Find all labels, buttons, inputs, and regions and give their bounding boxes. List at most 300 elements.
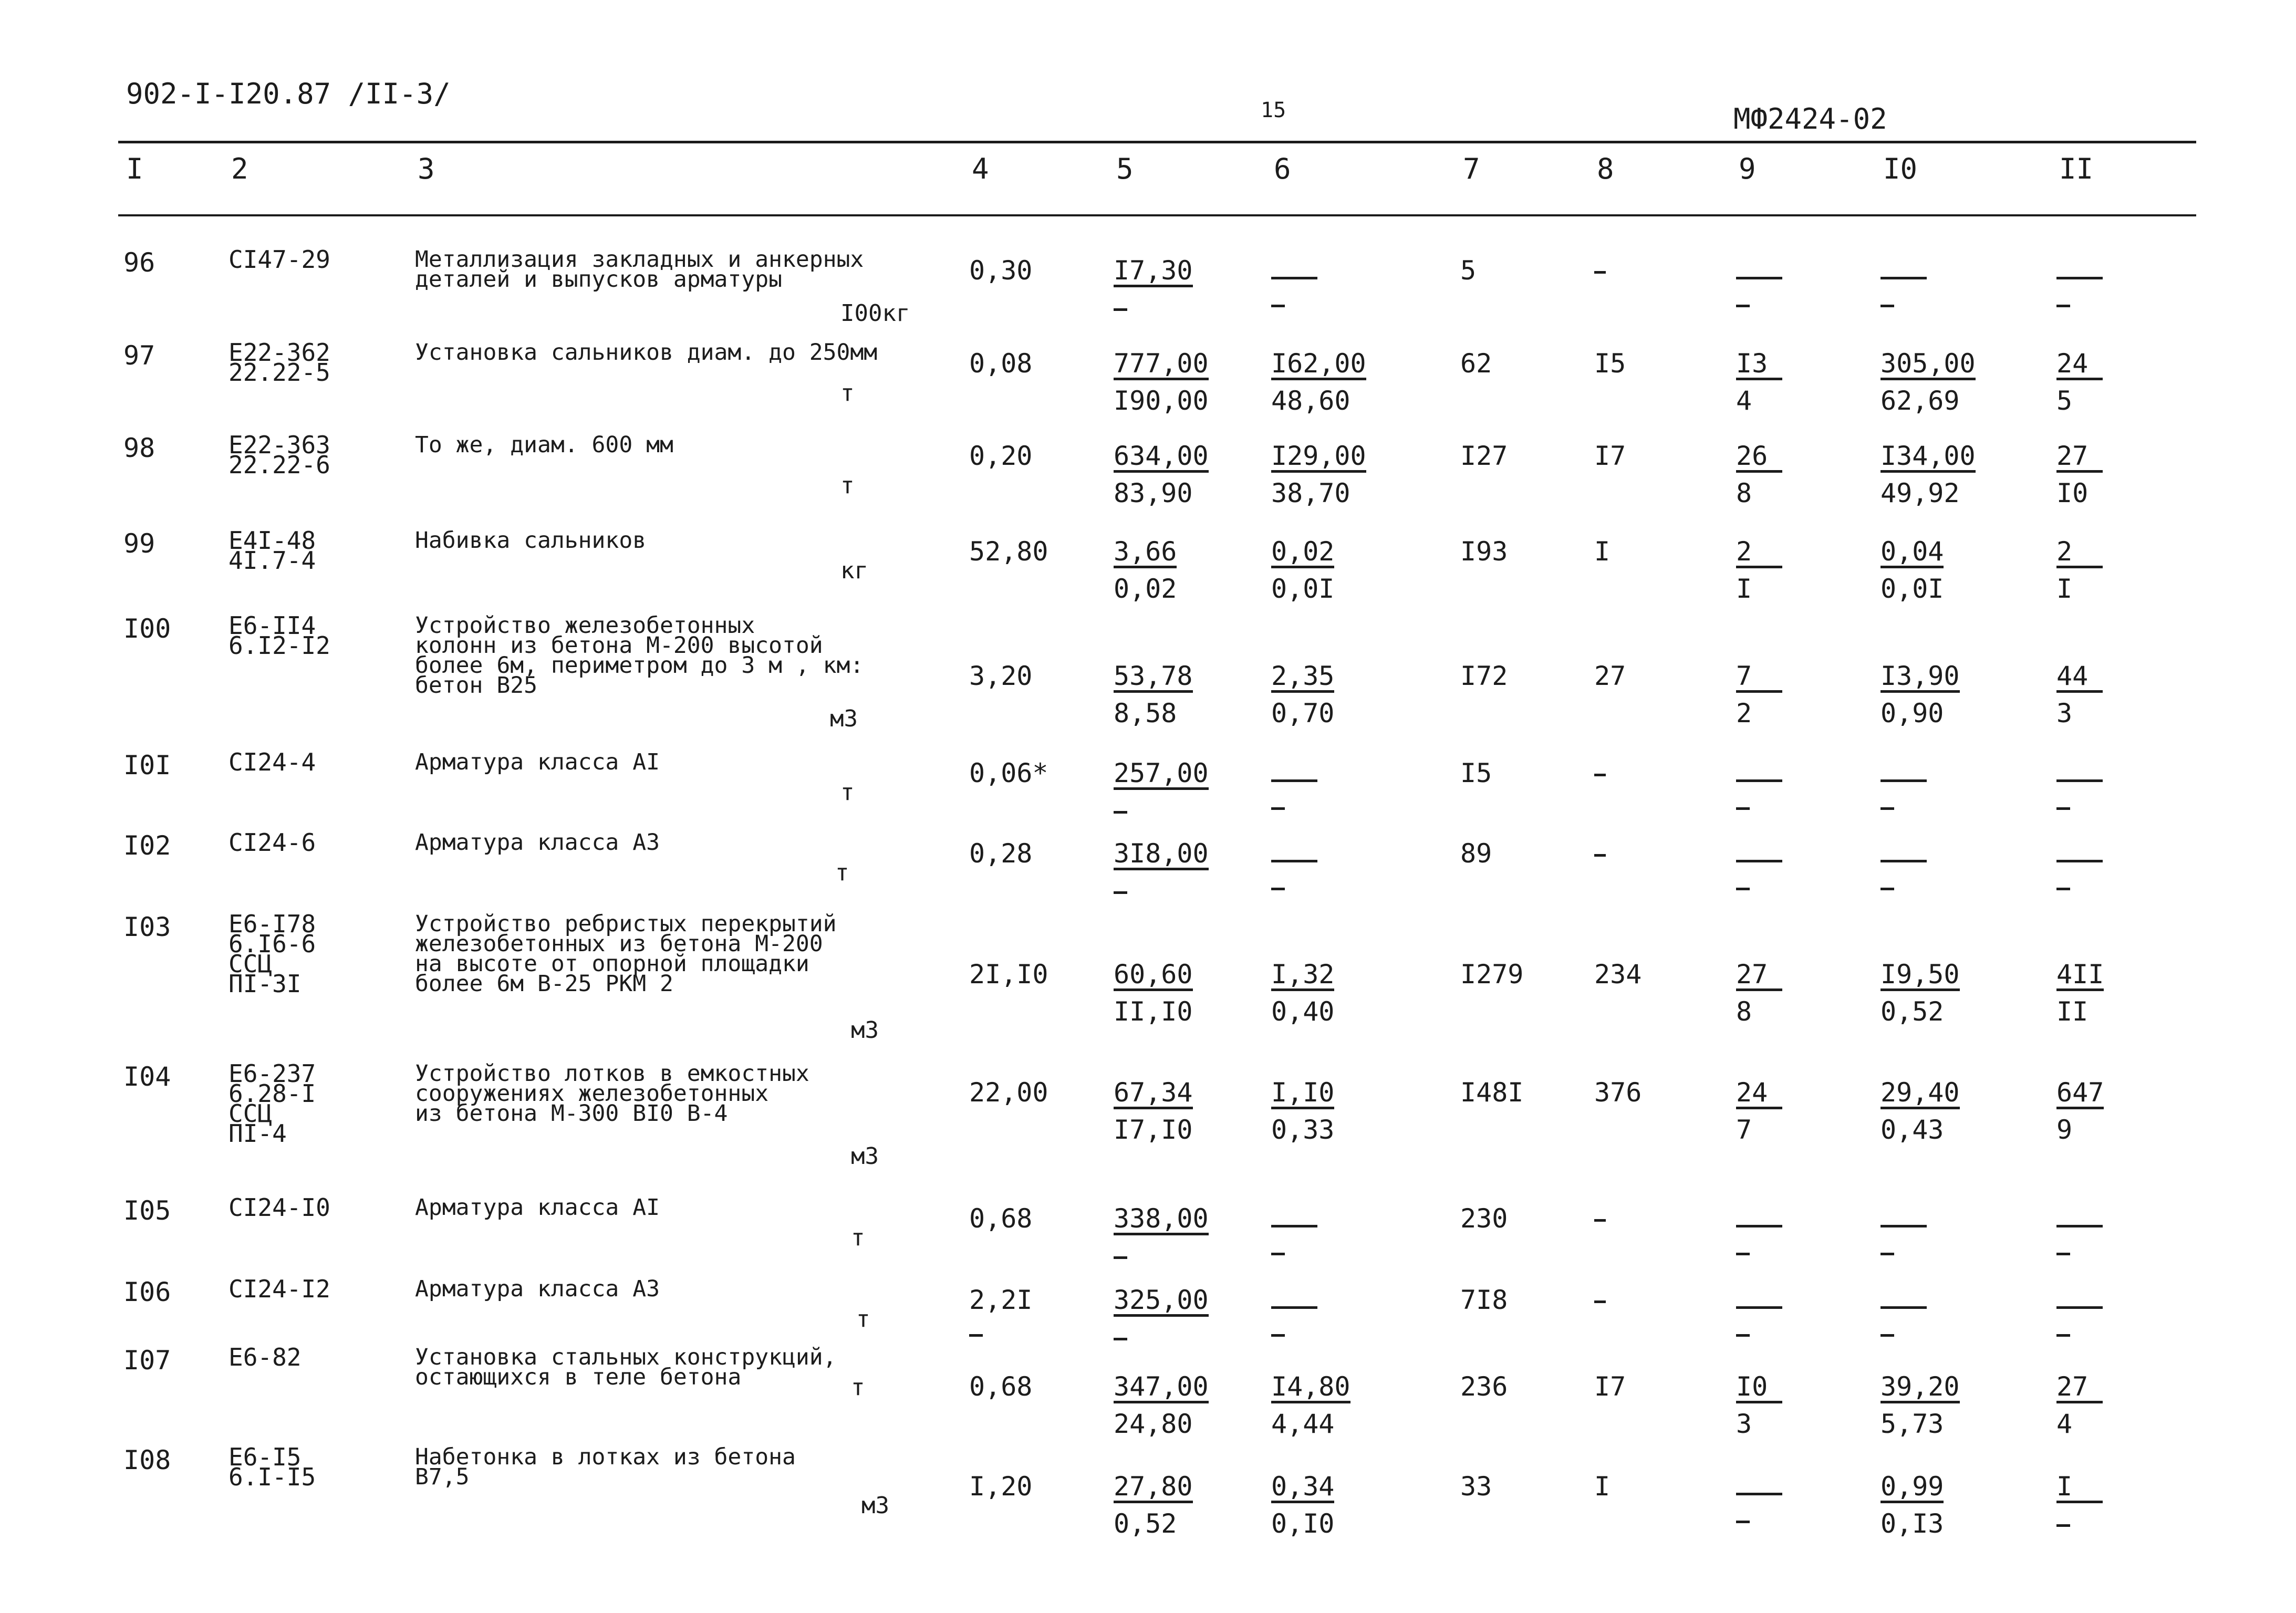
total-machine (1736, 1373, 1782, 1437)
labor-cost-denominator (1881, 1239, 1927, 1265)
labor-total-numerator: I (2056, 1473, 2103, 1503)
total-cost: 89 (1460, 838, 1492, 869)
sheet-code: МФ2424-02 (1733, 102, 1887, 136)
quantity: 0,28 (969, 838, 1033, 869)
unit-cost (1114, 257, 1193, 321)
total-machine-numerator (1736, 1305, 1782, 1309)
operation-cost: I (1594, 1471, 1611, 1502)
resource-code: CI24-I0 (228, 1193, 330, 1222)
row-number: I00 (123, 613, 171, 644)
operation-cost: 234 (1594, 959, 1642, 990)
column-header-7: 7 (1463, 152, 1480, 185)
row-number: I06 (123, 1277, 171, 1307)
operation-cost (1594, 1287, 1606, 1313)
unit-of-measure: т (840, 380, 855, 407)
labor-cost-numerator (1881, 778, 1927, 782)
total-machine (1736, 350, 1782, 414)
machine-cost (1271, 1373, 1350, 1437)
machine-cost-denominator (1271, 1320, 1317, 1347)
unit-of-measure: м3 (830, 705, 858, 732)
labor-total (2056, 1373, 2103, 1437)
labor-total (2056, 1205, 2103, 1265)
unit-cost (1114, 350, 1209, 414)
labor-total-numerator: 24 (2056, 350, 2103, 380)
labor-total-numerator (2056, 859, 2103, 862)
operation-cost (1594, 1205, 1606, 1232)
unit-cost (1114, 1373, 1209, 1437)
total-machine (1736, 661, 1782, 729)
labor-total (2056, 257, 2103, 317)
labor-total-denominator: I0 (2056, 478, 2089, 508)
labor-total-numerator: 27 (2056, 1373, 2103, 1403)
work-description: Устройство ребристых перекрытий железобетонных из бетона М-200 на высоте от опорной площадки более 6м В-25 РКМ 2 (415, 911, 837, 997)
total-machine-denominator (1736, 1320, 1782, 1347)
unit-cost (1114, 1205, 1209, 1269)
resource-code: CI47-29 (228, 245, 330, 274)
total-machine-denominator (1736, 874, 1782, 900)
total-machine-denominator (1736, 794, 1782, 820)
labor-total (2056, 1287, 2103, 1347)
unit-cost-denominator: 0,02 (1114, 574, 1177, 604)
total-machine (1736, 760, 1782, 820)
machine-cost-denominator: 48,60 (1271, 386, 1350, 416)
labor-total-denominator (2056, 874, 2103, 900)
labor-total-denominator: I (2056, 574, 2073, 604)
machine-cost-denominator (1271, 874, 1317, 900)
labor-total-numerator (2056, 1224, 2103, 1227)
labor-cost-numerator: I3,90 (1881, 663, 1960, 693)
labor-total-denominator (2056, 794, 2103, 820)
labor-total (2056, 443, 2103, 506)
labor-total-denominator (2056, 291, 2103, 317)
total-cost: I93 (1460, 536, 1508, 567)
labor-total-numerator: 2 (2056, 538, 2103, 568)
total-cost: I27 (1460, 441, 1508, 471)
labor-cost-numerator: 0,99 (1881, 1473, 1944, 1503)
work-description: Арматура класса АI (415, 1194, 660, 1221)
total-cost: I72 (1460, 661, 1508, 691)
unit-cost-denominator: 8,58 (1114, 698, 1177, 729)
operation-cost: I (1594, 536, 1611, 567)
labor-total-numerator: 4II (2056, 961, 2104, 991)
labor-cost-denominator: 49,92 (1881, 478, 1960, 508)
operation-cost: I7 (1594, 441, 1626, 471)
unit-cost (1114, 760, 1209, 824)
labor-cost-numerator (1881, 1305, 1927, 1309)
labor-cost-numerator (1881, 1224, 1927, 1227)
quantity: 0,30 (969, 255, 1033, 286)
labor-total-numerator (2056, 1305, 2103, 1309)
column-header-3: 3 (418, 152, 435, 185)
labor-cost-numerator: 39,20 (1881, 1373, 1960, 1403)
work-description: Арматура класса А3 (415, 1276, 660, 1302)
machine-cost (1271, 1287, 1317, 1347)
quantity: 0,68 (969, 1371, 1033, 1402)
labor-cost (1881, 1079, 1960, 1143)
unit-cost-denominator: II,I0 (1114, 996, 1193, 1027)
row-number: 96 (123, 247, 155, 278)
machine-cost-numerator: I62,00 (1271, 350, 1366, 380)
labor-cost-denominator: 62,69 (1881, 386, 1960, 416)
quantity: 2,2I (969, 1285, 1033, 1315)
labor-cost (1881, 443, 1976, 506)
machine-cost-denominator: 4,44 (1271, 1409, 1335, 1439)
unit-of-measure: м3 (851, 1143, 879, 1170)
total-machine (1736, 538, 1782, 602)
total-machine (1736, 840, 1782, 900)
total-machine-numerator (1736, 276, 1782, 279)
total-machine-numerator (1736, 1492, 1782, 1495)
operation-cost: 27 (1594, 661, 1626, 691)
labor-cost (1881, 760, 1927, 820)
work-description: Арматура класса А3 (415, 829, 660, 856)
labor-cost-denominator (1881, 1320, 1927, 1347)
unit-cost-numerator: 27,80 (1114, 1473, 1193, 1503)
row-number: 98 (123, 433, 155, 463)
operation-cost: I7 (1594, 1371, 1626, 1402)
unit-cost (1114, 840, 1209, 904)
row-number: I04 (123, 1062, 171, 1092)
column-header-5: 5 (1116, 152, 1134, 185)
labor-cost-denominator: 0,90 (1881, 698, 1944, 729)
total-machine-numerator (1736, 1224, 1782, 1227)
quantity-extra (969, 1320, 983, 1347)
machine-cost-denominator (1271, 291, 1317, 317)
labor-cost-numerator: I34,00 (1881, 443, 1976, 473)
labor-cost-denominator: 0,43 (1881, 1115, 1944, 1145)
resource-code: CI24-6 (228, 828, 316, 857)
labor-cost-numerator: 29,40 (1881, 1079, 1960, 1109)
labor-cost-denominator (1881, 794, 1927, 820)
machine-cost-numerator: I4,80 (1271, 1373, 1350, 1403)
labor-cost (1881, 840, 1927, 900)
total-machine (1736, 1287, 1782, 1347)
unit-cost-denominator (1114, 797, 1209, 824)
machine-cost-denominator (1271, 1239, 1317, 1265)
resource-code: Е4I-48 4I.7-4 (228, 526, 316, 575)
machine-cost-denominator: 0,33 (1271, 1115, 1335, 1145)
labor-total-numerator: 27 (2056, 443, 2103, 473)
total-cost: I279 (1460, 959, 1524, 990)
unit-of-measure: т (851, 1374, 865, 1401)
total-machine-denominator: 8 (1736, 996, 1752, 1027)
machine-cost (1271, 760, 1317, 820)
labor-total-denominator (2056, 1320, 2103, 1347)
total-machine-numerator (1736, 859, 1782, 862)
work-description: Металлизация закладных и анкерных деталей и выпусков арматуры (415, 246, 864, 293)
total-machine-denominator: 7 (1736, 1115, 1752, 1145)
unit-cost-numerator: 60,60 (1114, 961, 1193, 991)
column-header-9: 9 (1739, 152, 1756, 185)
machine-cost-numerator (1271, 276, 1317, 279)
labor-cost (1881, 661, 1960, 729)
labor-total (2056, 1473, 2103, 1537)
quantity: 0,08 (969, 348, 1033, 379)
resource-code: Е6-I78 6.I6-6 ССЦ ПI-3I (228, 910, 316, 998)
machine-cost (1271, 661, 1335, 729)
total-machine (1736, 257, 1782, 317)
resource-code: Е22-362 22.22-5 (228, 338, 330, 387)
total-machine-denominator (1736, 1239, 1782, 1265)
document-code: 902-I-I20.87 /II-3/ (126, 77, 451, 110)
labor-cost-denominator (1881, 874, 1927, 900)
machine-cost-numerator: I29,00 (1271, 443, 1366, 473)
unit-cost (1114, 538, 1177, 602)
total-machine-numerator: 27 (1736, 961, 1782, 991)
row-number: 99 (123, 528, 155, 559)
total-cost: I5 (1460, 758, 1492, 788)
total-cost: 62 (1460, 348, 1492, 379)
labor-cost (1881, 1473, 1944, 1537)
quantity: 22,00 (969, 1077, 1048, 1108)
unit-cost-denominator: I7,I0 (1114, 1115, 1193, 1145)
total-machine (1736, 443, 1782, 506)
machine-cost-numerator: 0,34 (1271, 1473, 1334, 1503)
quantity: 52,80 (969, 536, 1048, 567)
total-cost: I48I (1460, 1077, 1524, 1108)
labor-cost-denominator: 0,52 (1881, 996, 1944, 1027)
machine-cost-denominator (1271, 794, 1317, 820)
total-cost: 236 (1460, 1371, 1508, 1402)
resource-code: Е6-82 (228, 1343, 302, 1371)
unit-cost-denominator: 0,52 (1114, 1508, 1177, 1539)
unit-cost-numerator: 634,00 (1114, 443, 1209, 473)
machine-cost-denominator: 0,0I (1271, 574, 1335, 604)
machine-cost (1271, 840, 1317, 900)
unit-cost (1114, 443, 1209, 506)
machine-cost (1271, 257, 1317, 317)
labor-total (2056, 840, 2103, 900)
operation-cost (1594, 257, 1606, 284)
unit-of-measure: I00кг (840, 300, 910, 327)
column-header-6: 6 (1274, 152, 1291, 185)
work-description: Установка стальных конструкций, остающихся в теле бетона (415, 1344, 837, 1390)
machine-cost-numerator: I,I0 (1271, 1079, 1334, 1109)
labor-cost-numerator: 305,00 (1881, 350, 1976, 380)
labor-total (2056, 350, 2103, 414)
header-top-rule (118, 141, 2196, 143)
unit-cost-denominator (1114, 1243, 1209, 1269)
labor-cost-denominator: 5,73 (1881, 1409, 1944, 1439)
row-number: I07 (123, 1345, 171, 1376)
row-number: I02 (123, 830, 171, 861)
unit-cost-numerator: 338,00 (1114, 1205, 1209, 1235)
quantity: 0,20 (969, 441, 1033, 471)
machine-cost-numerator: I,32 (1271, 961, 1334, 991)
labor-cost-numerator (1881, 276, 1927, 279)
column-header-2: 2 (231, 152, 248, 185)
machine-cost (1271, 1079, 1334, 1143)
work-description: То же, диам. 600 мм (415, 432, 673, 458)
unit-of-measure: т (840, 472, 855, 499)
work-description: Арматура класса АI (415, 749, 660, 775)
labor-total-denominator: 5 (2056, 386, 2073, 416)
column-header-1: I (126, 152, 143, 185)
resource-code: Е6-I5 6.I-I5 (228, 1443, 316, 1491)
work-description: Набетонка в лотках из бетона В7,5 (415, 1444, 796, 1490)
unit-cost-denominator (1114, 295, 1193, 321)
quantity: 2I,I0 (969, 959, 1048, 990)
total-machine-denominator: 8 (1736, 478, 1752, 508)
labor-total (2056, 538, 2103, 602)
unit-of-measure: кг (840, 557, 868, 584)
labor-total-denominator: 3 (2056, 698, 2073, 729)
row-number: I0I (123, 750, 171, 781)
total-machine (1736, 1473, 1782, 1533)
column-header-4: 4 (972, 152, 989, 185)
unit-cost-numerator: 325,00 (1114, 1287, 1209, 1317)
total-machine (1736, 961, 1782, 1025)
machine-cost-denominator: 0,70 (1271, 698, 1335, 729)
labor-cost (1881, 350, 1976, 414)
labor-total (2056, 661, 2103, 729)
operation-cost (1594, 840, 1606, 867)
work-description: Устройство железобетонных колонн из бетона М-200 высотой более 6м, периметром до 3 м , км: бетон В25 (415, 612, 864, 699)
unit-of-measure: т (835, 859, 849, 886)
unit-cost-denominator (1114, 1324, 1209, 1350)
unit-cost-numerator: 3,66 (1114, 538, 1177, 568)
total-cost: 5 (1460, 255, 1477, 286)
row-number: I03 (123, 912, 171, 942)
unit-cost (1114, 1473, 1193, 1537)
machine-cost-numerator (1271, 859, 1317, 862)
labor-total (2056, 760, 2103, 820)
work-description: Установка сальников диам. до 250мм (415, 339, 878, 366)
unit-of-measure: м3 (861, 1492, 889, 1519)
unit-cost-numerator: 257,00 (1114, 760, 1209, 790)
machine-cost (1271, 538, 1334, 602)
machine-cost-numerator (1271, 778, 1317, 782)
unit-of-measure: т (856, 1306, 870, 1333)
unit-cost-numerator: 53,78 (1114, 663, 1193, 693)
unit-of-measure: т (851, 1224, 865, 1251)
machine-cost-denominator: 0,I0 (1271, 1508, 1335, 1539)
labor-total (2056, 961, 2104, 1025)
resource-code: CI24-I2 (228, 1275, 330, 1303)
page-number: 15 (1261, 98, 1286, 122)
total-cost: 230 (1460, 1203, 1508, 1234)
total-machine-denominator (1736, 291, 1782, 317)
machine-cost (1271, 443, 1366, 506)
work-description: Устройство лотков в емкостных сооружениях железобетонных из бетона М-300 ВI0 В-4 (415, 1060, 809, 1127)
machine-cost (1271, 1205, 1317, 1265)
total-machine-numerator: I0 (1736, 1373, 1782, 1403)
unit-cost-numerator: 777,00 (1114, 350, 1209, 380)
quantity: 0,06* (969, 758, 1048, 788)
labor-cost-denominator: 0,0I (1881, 574, 1944, 604)
unit-cost-numerator: 3I8,00 (1114, 840, 1209, 870)
machine-cost-denominator: 0,40 (1271, 996, 1335, 1027)
total-machine-denominator: 2 (1736, 698, 1752, 729)
labor-total (2056, 1079, 2104, 1143)
machine-cost-numerator: 0,02 (1271, 538, 1334, 568)
unit-cost-denominator (1114, 878, 1209, 904)
quantity: 0,68 (969, 1203, 1033, 1234)
labor-cost-numerator (1881, 859, 1927, 862)
resource-code: Е22-363 22.22-6 (228, 431, 330, 479)
machine-cost-numerator: 2,35 (1271, 663, 1334, 693)
total-machine (1736, 1205, 1782, 1265)
labor-cost (1881, 257, 1927, 317)
labor-total-numerator (2056, 778, 2103, 782)
quantity: 3,20 (969, 661, 1033, 691)
total-machine-numerator (1736, 778, 1782, 782)
operation-cost: 376 (1594, 1077, 1642, 1108)
total-machine-denominator: I (1736, 574, 1752, 604)
total-cost: 33 (1460, 1471, 1492, 1502)
total-machine-denominator: 3 (1736, 1409, 1752, 1439)
row-number: 97 (123, 340, 155, 371)
total-machine-denominator (1736, 1507, 1782, 1533)
unit-cost-numerator: 347,00 (1114, 1373, 1209, 1403)
unit-of-measure: м3 (851, 1017, 879, 1044)
labor-cost-denominator (1881, 291, 1927, 317)
unit-cost (1114, 1287, 1209, 1350)
machine-cost-numerator (1271, 1224, 1317, 1227)
column-header-10: I0 (1883, 152, 1918, 185)
total-machine-numerator: 26 (1736, 443, 1782, 473)
machine-cost (1271, 1473, 1334, 1537)
unit-cost-denominator: 83,90 (1114, 478, 1193, 508)
labor-total-denominator: 9 (2056, 1115, 2073, 1145)
total-machine-numerator: 7 (1736, 663, 1782, 693)
total-machine-numerator: 2 (1736, 538, 1782, 568)
labor-total-denominator: 4 (2056, 1409, 2073, 1439)
labor-cost (1881, 1373, 1960, 1437)
total-machine-numerator: I3 (1736, 350, 1782, 380)
unit-cost-numerator: I7,30 (1114, 257, 1193, 287)
labor-total-denominator (2056, 1239, 2103, 1265)
row-number: I05 (123, 1195, 171, 1226)
machine-cost (1271, 961, 1334, 1025)
machine-cost-denominator: 38,70 (1271, 478, 1350, 508)
column-header-11: II (2059, 152, 2094, 185)
total-machine-numerator: 24 (1736, 1079, 1782, 1109)
labor-cost (1881, 1287, 1927, 1347)
total-machine (1736, 1079, 1782, 1143)
unit-cost-numerator: 67,34 (1114, 1079, 1193, 1109)
labor-total-denominator: II (2056, 996, 2089, 1027)
machine-cost-numerator (1271, 1305, 1317, 1309)
unit-cost (1114, 961, 1193, 1025)
unit-cost (1114, 1079, 1193, 1143)
work-description: Набивка сальников (415, 527, 647, 554)
labor-total-numerator: 44 (2056, 663, 2103, 693)
labor-cost-denominator: 0,I3 (1881, 1508, 1944, 1539)
resource-code: Е6-II4 6.I2-I2 (228, 611, 330, 660)
unit-of-measure: т (840, 779, 855, 806)
row-number: I08 (123, 1445, 171, 1475)
total-cost: 7I8 (1460, 1285, 1508, 1315)
unit-cost-denominator: 24,80 (1114, 1409, 1193, 1439)
quantity: I,20 (969, 1471, 1033, 1502)
labor-total-numerator: 647 (2056, 1079, 2104, 1109)
header-bottom-rule (118, 214, 2196, 216)
unit-cost (1114, 661, 1193, 729)
column-header-8: 8 (1597, 152, 1614, 185)
unit-cost-denominator: I90,00 (1114, 386, 1209, 416)
operation-cost (1594, 760, 1606, 786)
labor-total-numerator (2056, 276, 2103, 279)
labor-cost-numerator: 0,04 (1881, 538, 1944, 568)
labor-cost (1881, 538, 1944, 602)
labor-cost (1881, 961, 1960, 1025)
resource-code: Е6-237 6.28-I ССЦ ПI-4 (228, 1059, 316, 1148)
resource-code: CI24-4 (228, 748, 316, 776)
operation-cost: I5 (1594, 348, 1626, 379)
labor-total-denominator (2056, 1511, 2103, 1537)
labor-cost-numerator: I9,50 (1881, 961, 1960, 991)
